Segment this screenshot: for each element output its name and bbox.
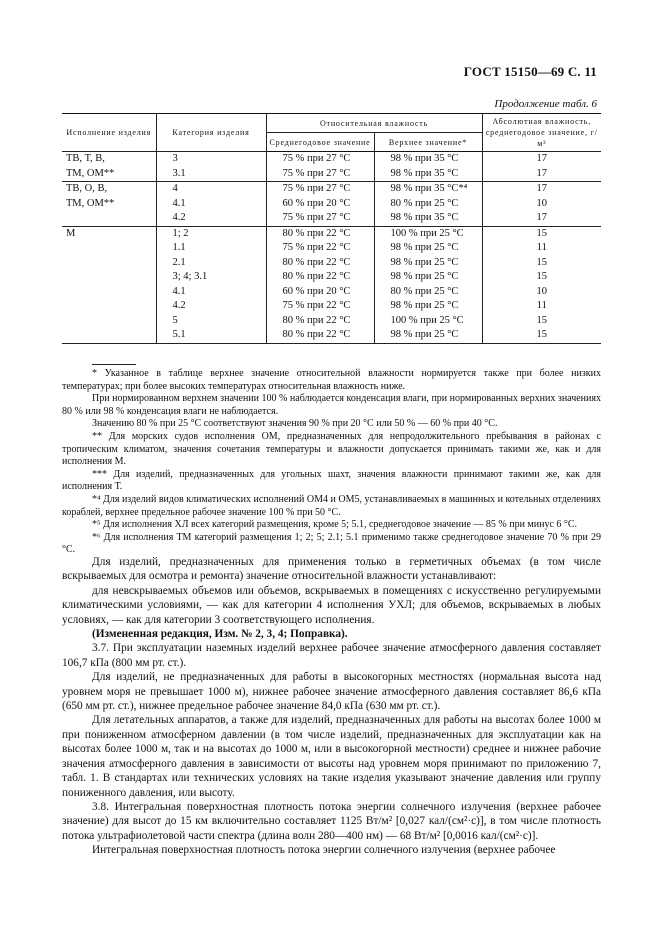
cell-average: 60 % при 20 °С [266,197,374,212]
cell-category: 4.1 [156,285,266,300]
table-row [62,226,601,241]
header-relative-humidity: Относительная влажность [266,114,482,133]
cell-upper: 98 % при 25 °С [374,241,482,256]
cell-execution [62,328,156,343]
cell-average: 75 % при 27 °С [266,167,374,182]
table-row [62,285,601,300]
cell-category: 4.2 [156,299,266,314]
cell-absolute: 17 [482,167,601,182]
cell-upper: 98 % при 35 °С [374,152,482,167]
cell-category: 3 [156,152,266,167]
paragraph: Для изделий, не предназначенных для работы в высокогорных местностях (нормальная высота над уровнем моря не превышает 1000 м), нижнее рабочее значение атмосферного давления составляет 86,6 кПа (650 мм рт. ст.), нижнее предельное рабочее значение 84,0 кПа (630 мм рт. ст.). [62,671,601,713]
amendment-note: (Измененная редакция, Изм. № 2, 3, 4; Поправка). [92,628,348,641]
cell-upper: 100 % при 25 °С [374,314,482,329]
footnote: * Указанное в таблице верхнее значение относительной влажности нормируется также при более низких температурах; при более высоких температурах относительная влажность ниже. [62,368,601,392]
cell-absolute: 17 [482,182,601,197]
paragraph: Интегральная поверхностная плотность потока энергии солнечного излучения (верхнее рабочее [92,844,556,857]
cell-category: 5.1 [156,328,266,343]
cell-category: 1.1 [156,241,266,256]
cell-absolute: 15 [482,328,601,343]
table-row [62,256,601,271]
cell-absolute: 15 [482,256,601,271]
cell-execution [62,314,156,329]
footnote: *⁶ Для исполнения ТМ категорий размещения 1; 2; 5; 2.1; 5.1 применимо также среднегодовое значение 70 % при 29 °С. [62,531,601,556]
header-absolute-humidity: Абсолютная влажность, среднегодовое значение, г/м³ [482,114,601,152]
cell-absolute: 11 [482,299,601,314]
cell-absolute: 11 [482,241,601,256]
cell-absolute: 15 [482,270,601,285]
cell-average: 80 % при 22 °С [266,270,374,285]
cell-average: 75 % при 27 °С [266,182,374,197]
cell-execution: ТВ, О, В, [62,182,156,197]
cell-execution: ТМ, ОМ** [62,197,156,212]
cell-execution [62,241,156,256]
cell-upper: 98 % при 25 °С [374,256,482,271]
table-row [62,197,601,212]
paragraph: 3.7. При эксплуатации наземных изделий верхнее рабочее значение атмосферного давления составляет 106,7 кПа (800 мм рт. ст.). [62,642,601,669]
cell-absolute: 10 [482,197,601,212]
cell-upper: 98 % при 25 °С [374,270,482,285]
table-row [62,270,601,285]
footnote: При нормированном верхнем значении 100 % наблюдается конденсация влаги, при нормированных верхних значениях 80 % или 98 % конденсация влаги не наблюдается. [62,393,601,417]
table-row [62,241,601,256]
paragraph: для невскрываемых объемов или объемов, вскрываемых в помещениях с искусственно регулируемыми климатическими условиями, — как для категории 4 исполнения УХЛ; для объемов, вскрываемых в любых условиях, — как для категории 3 соответствующего исполнения. [62,584,601,626]
cell-absolute: 17 [482,211,601,226]
paragraph: Для летательных аппаратов, а также для изделий, предназначенных для работы на высотах более 1000 м при пониженном атмосферном давлении (в том числе изделий, предназначенных для эксплуатации как на высотах более 1000 м, так и на высотах до 1000 м, или в высокогорной местности) среднее и нижнее рабочие значения атмосферного давления в зависимости от высоты над уровнем моря принимают по приложению 7, табл. 1. В стандартах или технических условиях на такие изделия указывают значение давления или группу пониженного давления, или высоту. [62,714,601,799]
cell-execution: ТМ, ОМ** [62,167,156,182]
cell-execution [62,256,156,271]
cell-category: 2.1 [156,256,266,271]
cell-upper: 98 % при 35 °С [374,211,482,226]
humidity-table [62,113,601,344]
cell-upper: 100 % при 25 °С [374,226,482,241]
cell-upper: 98 % при 25 °С [374,328,482,343]
cell-category: 4.2 [156,211,266,226]
footnote: *⁴ Для изделий видов климатических исполнений ОМ4 и ОМ5, устанавливаемых в машинных и котельных отделениях кораблей, верхнее предельное рабочее значение 100 % при 50 °С. [62,493,601,518]
footnote: Значению 80 % при 25 °С соответствуют значения 90 % при 20 °С или 50 % — 60 % при 40 °С. [92,418,498,430]
footnote: *⁵ Для исполнения ХЛ всех категорий размещения, кроме 5; 5.1, среднегодовое значение — 85 % при минус 6 °С. [92,519,578,531]
table-row [62,211,601,226]
cell-upper: 98 % при 35 °С*⁴ [374,182,482,197]
body-text [62,555,601,858]
cell-average: 80 % при 22 °С [266,256,374,271]
cell-execution [62,299,156,314]
table-row [62,167,601,182]
cell-upper: 80 % при 25 °С [374,197,482,212]
cell-category: 5 [156,314,266,329]
header-average-value: Среднегодовое значение [266,133,374,152]
cell-category: 3; 4; 3.1 [156,270,266,285]
header-upper-value: Верхнее значение* [374,133,482,152]
cell-execution [62,285,156,300]
table-body [62,152,601,344]
cell-category: 1; 2 [156,226,266,241]
cell-upper: 98 % при 35 °С [374,167,482,182]
cell-average: 60 % при 20 °С [266,285,374,300]
footnote-rule [92,364,136,365]
cell-upper: 80 % при 25 °С [374,285,482,300]
table-row [62,314,601,329]
cell-average: 75 % при 27 °С [266,211,374,226]
cell-average: 75 % при 27 °С [266,152,374,167]
footnote: *** Для изделий, предназначенных для угольных шахт, значения влажности принимают такими же, как для исполнения Т. [62,468,601,493]
table-row [62,182,601,197]
header-execution: Исполнение изделия [62,114,156,152]
table-row [62,299,601,314]
cell-category: 4 [156,182,266,197]
cell-execution: М [62,226,156,241]
cell-average: 75 % при 22 °С [266,241,374,256]
paragraph: Для изделий, предназначенных для применения только в герметичных объемах (в том числе вскрываемых для осмотра и ремонта) значение относительной влажности устанавливают: [62,556,601,583]
cell-absolute: 17 [482,152,601,167]
cell-category: 3.1 [156,167,266,182]
page-header: ГОСТ 15150—69 С. 11 [463,64,597,79]
cell-execution [62,211,156,226]
cell-absolute: 15 [482,314,601,329]
table-row [62,152,601,167]
cell-category: 4.1 [156,197,266,212]
cell-absolute: 10 [482,285,601,300]
cell-average: 80 % при 22 °С [266,226,374,241]
cell-execution [62,270,156,285]
footnotes [62,368,601,557]
cell-upper: 98 % при 25 °С [374,299,482,314]
cell-execution: ТВ, Т, В, [62,152,156,167]
cell-average: 80 % при 22 °С [266,328,374,343]
cell-absolute: 15 [482,226,601,241]
cell-average: 80 % при 22 °С [266,314,374,329]
paragraph: 3.8. Интегральная поверхностная плотность потока энергии солнечного излучения (верхнее рабочее значение) для высот до 15 км включительно составляет 1125 Вт/м² [0,027 кал/(см²·с)], в том числе плотность потока ультрафиолетовой части спектра (длина волн 280—400 нм) — 68 Вт/м² [0,0016 кал/(см²·с)]. [62,800,601,842]
table-caption: Продолжение табл. 6 [494,98,597,110]
footnote: ** Для морских судов исполнения ОМ, предназначенных для непродолжительного пребывания в районах с тропическим климатом, значения сочетания температуры и влажности допускается принимать такими же, как и для исполнения М. [62,430,601,468]
header-category: Категория изделия [156,114,266,152]
cell-average: 75 % при 22 °С [266,299,374,314]
table-row [62,328,601,343]
